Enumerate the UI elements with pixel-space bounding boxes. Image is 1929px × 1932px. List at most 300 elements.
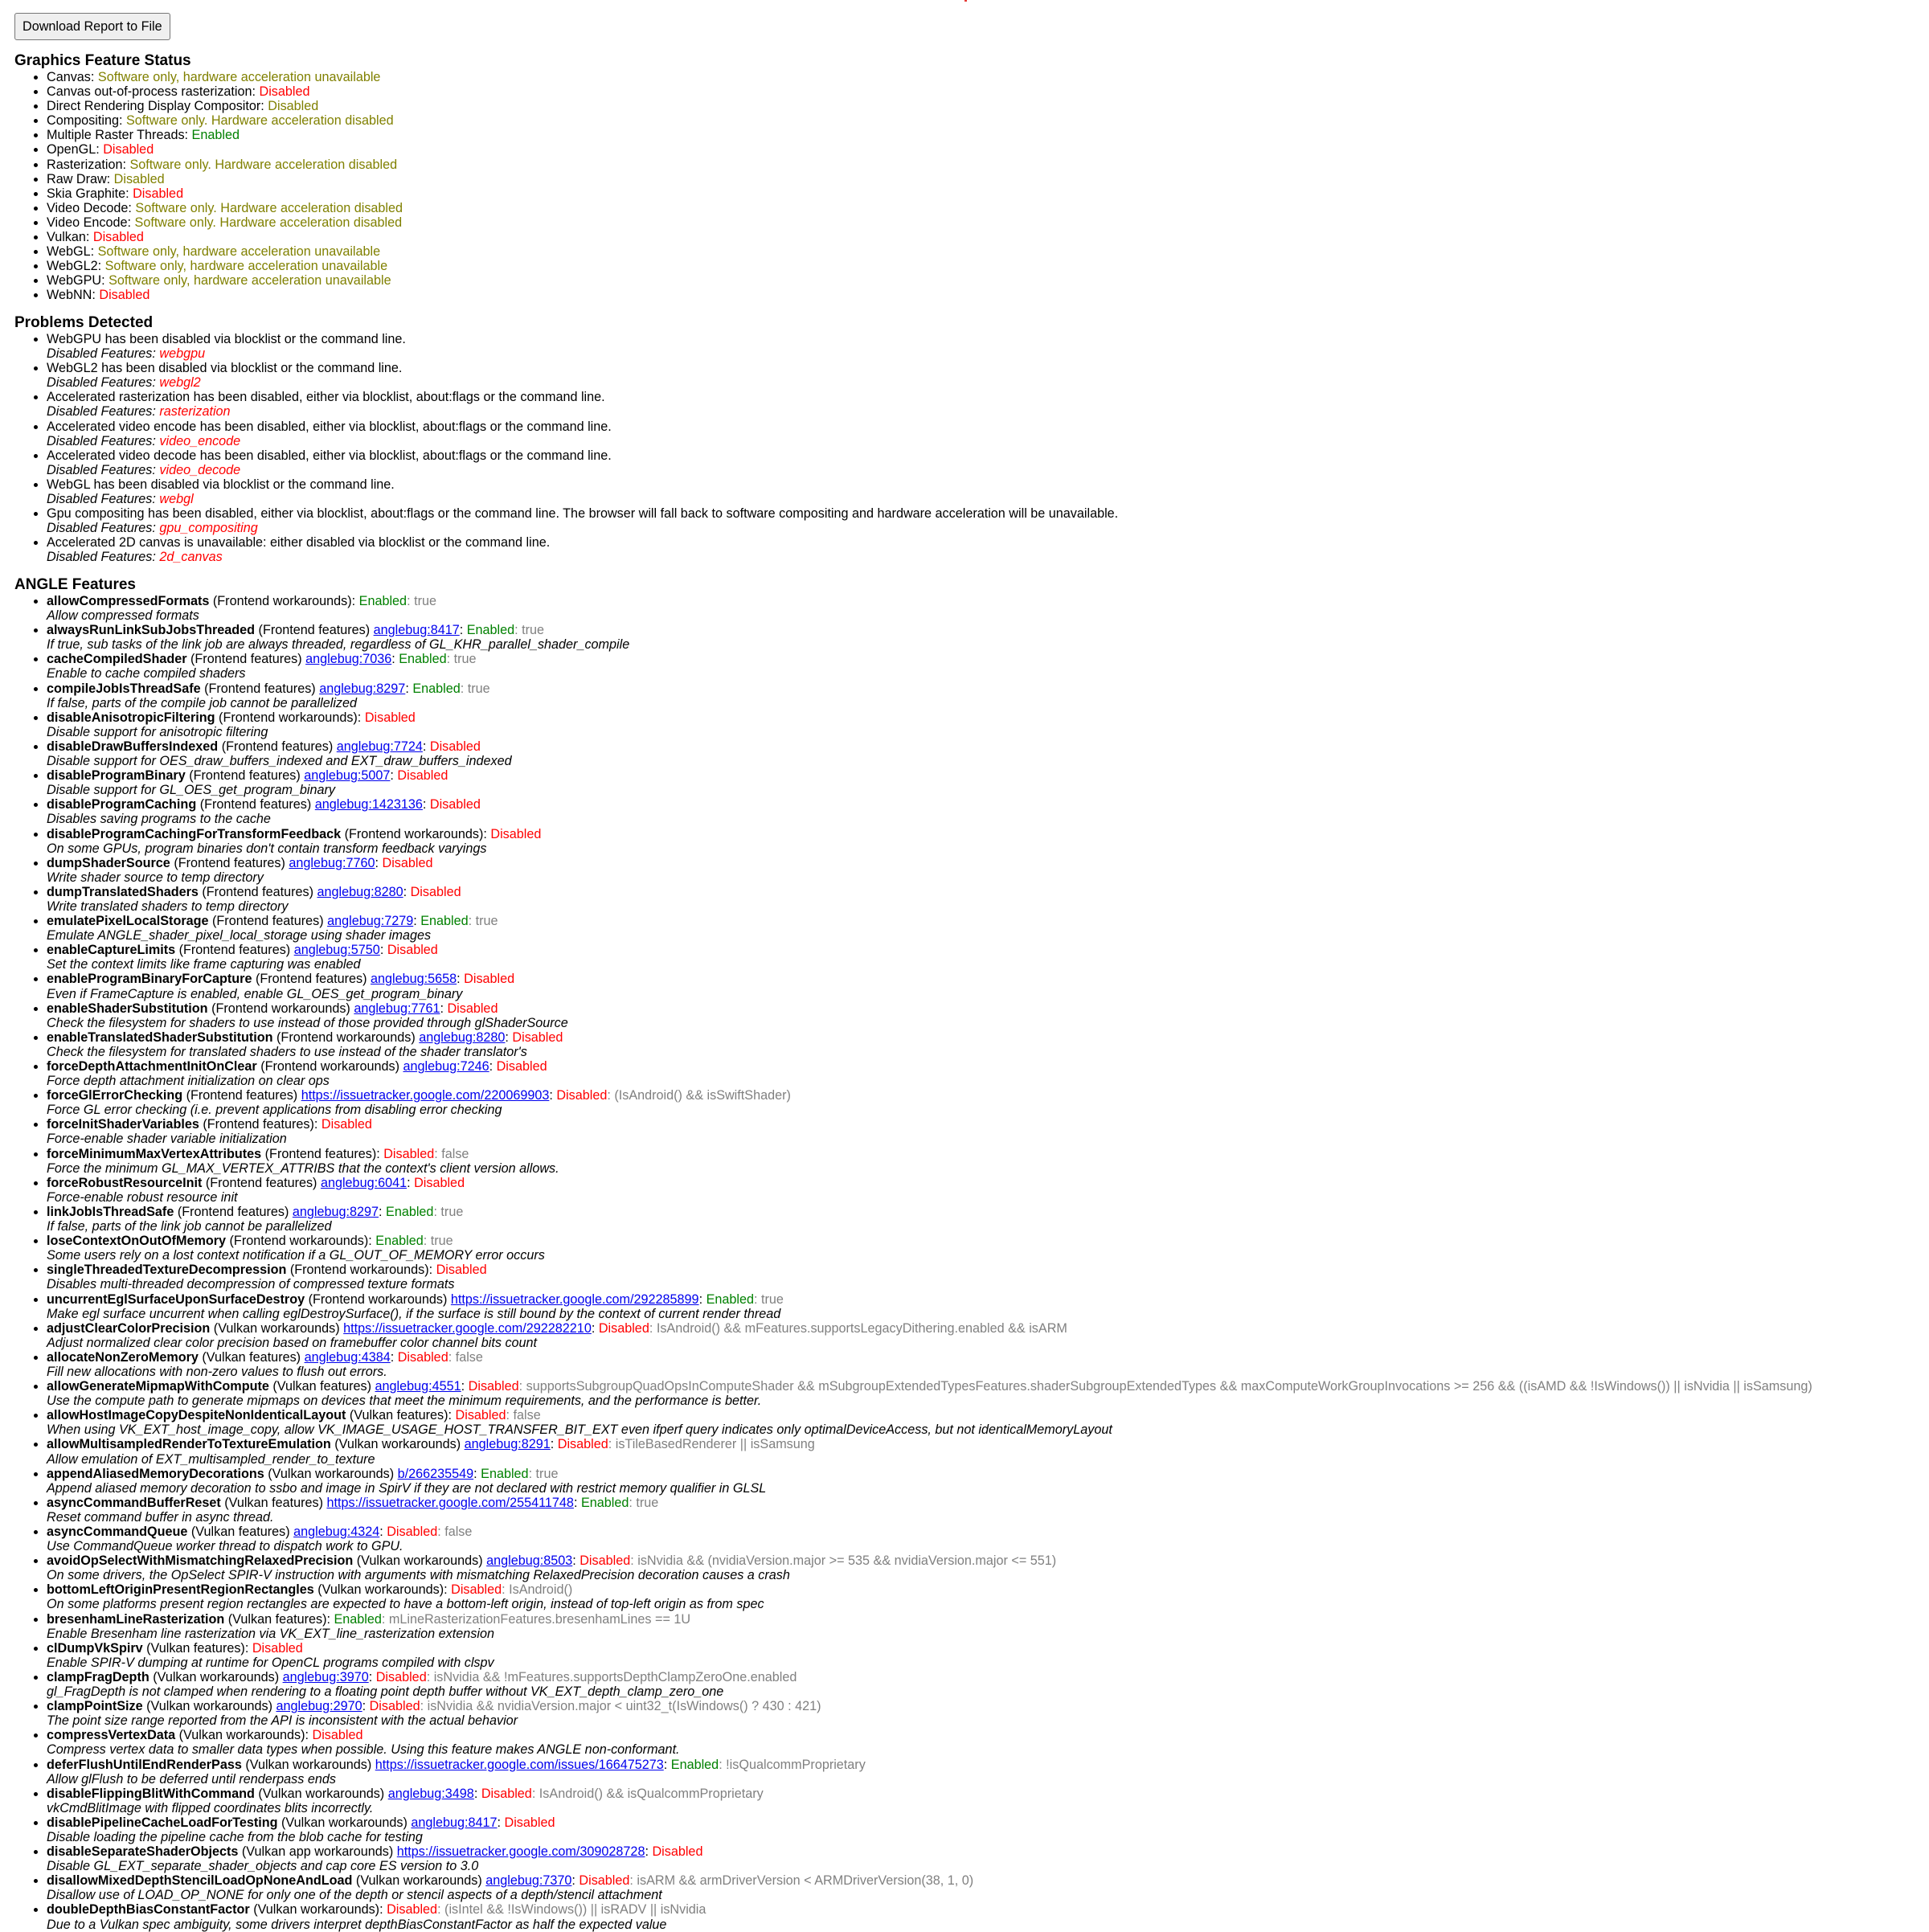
bug-link[interactable]: b/266235549 <box>397 1466 474 1481</box>
separator: : <box>422 739 430 754</box>
disabled-features-label: Disabled Features: <box>47 550 160 565</box>
angle-feature-description: Set the context limits like frame capturing was enabled <box>47 957 361 972</box>
angle-feature-description: Emulate ANGLE_shader_pixel_local_storage using shader images <box>47 928 432 943</box>
angle-feature-description: Disable loading the pipeline cache from the blob cache for testing <box>47 1829 423 1844</box>
angle-feature-state: Enabled <box>706 1291 754 1307</box>
feature-status-item <box>47 128 403 142</box>
angle-feature-state: Enabled <box>412 681 461 696</box>
angle-feature-state: Disabled <box>598 1320 649 1336</box>
angle-feature-category: (Vulkan workarounds) <box>142 1699 276 1714</box>
angle-feature-description: On some platforms present region rectangles are expected to have a bottom-left origin, instead of top-left origin as from spec <box>47 1597 764 1612</box>
angle-feature-name: forceGlErrorChecking <box>47 1088 183 1103</box>
angle-feature-state: Disabled <box>512 1029 563 1045</box>
angle-feature-description: Force-enable shader variable initialization <box>47 1132 287 1147</box>
angle-feature-state: Disabled <box>252 1640 303 1656</box>
feature-status-value: Disabled <box>133 186 184 201</box>
angle-feature-condition: : isTileBasedRenderer || isSamsung <box>608 1437 815 1452</box>
separator: : <box>362 1699 370 1714</box>
angle-feature-condition: : isNvidia && (nvidiaVersion.major >= 535 && nvidiaVersion.major <= 551) <box>630 1553 1057 1569</box>
separator: : <box>375 855 383 870</box>
angle-feature-condition: : false <box>437 1525 473 1539</box>
angle-feature-name: allowCompressedFormats <box>47 594 210 608</box>
angle-feature-item <box>47 827 1812 856</box>
angle-feature-condition: : false <box>448 1349 483 1365</box>
feature-status-value: Disabled <box>92 230 144 245</box>
feature-status-item <box>47 186 403 201</box>
angle-feature-condition: : IsAndroid() && isQualcommProprietary <box>531 1786 764 1801</box>
angle-feature-state: Disabled <box>383 1146 435 1161</box>
angle-feature-item <box>47 682 1812 710</box>
angle-feature-state: Disabled <box>369 1699 420 1714</box>
feature-name: Canvas: <box>47 70 98 84</box>
angle-feature-category: (Vulkan workarounds) <box>264 1466 398 1481</box>
disabled-features-label: Disabled Features: <box>47 433 160 448</box>
angle-feature-description: Force the minimum GL_MAX_VERTEX_ATTRIBS that the context's client version allows. <box>47 1160 559 1176</box>
bug-link[interactable]: anglebug:3970 <box>282 1669 369 1684</box>
angle-feature-item <box>47 1496 1812 1525</box>
feature-status-value: Software only, hardware acceleration unavailable <box>97 244 381 260</box>
bug-link[interactable]: anglebug:7761 <box>354 1001 440 1016</box>
separator: : <box>379 1204 387 1219</box>
bug-link[interactable]: https://issuetracker.google.com/292282210 <box>343 1320 592 1336</box>
angle-feature-item <box>47 1582 1812 1611</box>
bug-link[interactable]: anglebug:4324 <box>293 1525 380 1539</box>
feature-name: WebNN: <box>47 288 100 303</box>
angle-feature-item <box>47 1670 1812 1699</box>
angle-feature-category: (Vulkan features) <box>198 1349 305 1365</box>
angle-feature-name: disableFlippingBlitWithCommand <box>47 1786 255 1801</box>
feature-status-item <box>47 113 403 128</box>
separator: : <box>391 652 399 667</box>
bug-link[interactable]: anglebug:6041 <box>320 1175 408 1190</box>
disabled-features-line <box>47 434 1118 448</box>
disabled-feature-name: 2d_canvas <box>159 550 223 565</box>
angle-feature-category: (Frontend features) <box>218 739 337 754</box>
bug-link[interactable]: anglebug:7279 <box>327 914 414 929</box>
angle-feature-description: On some drivers, the OpSelect SPIR-V instruction with arguments with mismatching RelaxedPrecision decoration causes a crash <box>47 1568 790 1583</box>
feature-status-item <box>47 70 403 84</box>
separator: : <box>549 1088 557 1103</box>
feature-name: OpenGL: <box>47 142 104 158</box>
problem-item <box>47 420 1118 448</box>
separator: : <box>405 681 413 696</box>
feature-status-item <box>47 172 403 186</box>
angle-feature-item <box>47 1205 1812 1234</box>
separator: : <box>571 1873 580 1889</box>
angle-feature-item <box>47 768 1812 797</box>
angle-feature-description: Use the compute path to generate mipmaps on devices that meet the minimum requirements, and the performance is better. <box>47 1394 762 1409</box>
feature-name: Multiple Raster Threads: <box>47 128 192 143</box>
angle-feature-item <box>47 1699 1812 1728</box>
angle-feature-condition: : false <box>434 1146 469 1161</box>
angle-feature-condition: : supportsSubgroupQuadOpsInComputeShader && mSubgroupExtendedTypesFeatures.shaderSubgroupExtendedTypes && maxComputeWorkGroupInvocations >= 256 && ((isAMD && !IsWindows()) || isNvidia || isSamsung) <box>518 1379 1812 1394</box>
angle-feature-category: (Frontend features) <box>208 914 328 929</box>
angle-feature-category: (Frontend features) <box>198 884 317 899</box>
angle-feature-description: Enable Bresenham line rasterization via VK_EXT_line_rasterization extension <box>47 1626 494 1641</box>
angle-feature-state: Disabled <box>464 972 515 987</box>
angle-feature-condition: : true <box>753 1291 784 1307</box>
separator: : <box>403 884 411 899</box>
angle-feature-category: (Frontend features) <box>174 1204 293 1219</box>
angle-feature-condition: : true <box>446 652 477 667</box>
feature-status-item <box>47 288 403 302</box>
angle-feature-category: (Frontend workarounds): <box>226 1234 376 1249</box>
angle-feature-condition: : true <box>528 1466 559 1481</box>
angle-feature-item <box>47 1176 1812 1205</box>
angle-feature-category: (Frontend features) <box>182 1088 301 1103</box>
download-report-button[interactable]: Download Report to File <box>14 13 170 40</box>
disabled-features-line <box>47 521 1118 535</box>
angle-feature-category: (Frontend features) <box>185 768 305 784</box>
angle-feature-state: Disabled <box>580 1553 631 1569</box>
disabled-features-label: Disabled Features: <box>47 375 160 391</box>
feature-status-value: Software only, hardware acceleration unavailable <box>104 259 388 274</box>
feature-status-item <box>47 84 403 99</box>
angle-feature-category: (Vulkan workarounds): <box>313 1582 452 1598</box>
bug-link[interactable]: https://issuetracker.google.com/309028728 <box>396 1844 645 1860</box>
angle-feature-state: Disabled <box>429 797 481 813</box>
angle-feature-item <box>47 1147 1812 1176</box>
angle-feature-category: (Vulkan workarounds) <box>277 1815 412 1830</box>
angle-features-list <box>14 594 1812 1932</box>
disabled-features-label: Disabled Features: <box>47 346 160 362</box>
angle-feature-name: enableTranslatedShaderSubstitution <box>47 1029 273 1045</box>
angle-feature-name: disallowMixedDepthStencilLoadOpNoneAndLoad <box>47 1873 353 1889</box>
separator: : <box>390 768 398 784</box>
bug-link[interactable]: anglebug:5750 <box>293 943 380 958</box>
separator: : <box>422 797 430 813</box>
angle-feature-item <box>47 1553 1812 1582</box>
angle-feature-description: Write shader source to temp directory <box>47 870 264 885</box>
feature-name: Vulkan: <box>47 230 93 245</box>
angle-feature-condition: : true <box>514 623 545 638</box>
angle-feature-category: (Vulkan workarounds): <box>175 1728 313 1743</box>
feature-status-item <box>47 99 403 113</box>
angle-feature-category: (Frontend workarounds) <box>305 1291 451 1307</box>
angle-feature-description: Adjust normalized clear color precision based on framebuffer color channel bits count <box>47 1335 538 1350</box>
feature-status-value: Software only. Hardware acceleration disabled <box>125 113 394 129</box>
angle-feature-name: dumpShaderSource <box>47 855 170 870</box>
angle-feature-state: Disabled <box>556 1088 608 1103</box>
angle-feature-condition: : true <box>629 1495 659 1510</box>
angle-feature-item <box>47 972 1812 1001</box>
angle-feature-description: Check the filesystem for shaders to use instead of those provided through glShaderSource <box>47 1015 568 1030</box>
angle-feature-condition: : true <box>433 1204 464 1219</box>
feature-status-value: Enabled <box>191 128 240 143</box>
bug-link[interactable]: https://issuetracker.google.com/292285899 <box>450 1291 699 1307</box>
disabled-features-line <box>47 404 1118 419</box>
angle-feature-category: (Vulkan workarounds) <box>149 1669 283 1684</box>
angle-feature-description: Disables saving programs to the cache <box>47 812 271 827</box>
angle-feature-condition: : IsAndroid() && mFeatures.supportsLegacyDithering.enabled && isARM <box>649 1320 1067 1336</box>
angle-feature-category: (Frontend features): <box>261 1146 384 1161</box>
feature-name: Video Encode: <box>47 215 135 230</box>
bug-link[interactable]: anglebug:7246 <box>403 1059 489 1074</box>
angle-feature-item <box>47 1844 1812 1873</box>
bug-link[interactable]: anglebug:4384 <box>304 1349 391 1365</box>
problem-item <box>47 361 1118 390</box>
problems-detected-heading: Problems Detected <box>14 314 154 331</box>
feature-status-value: Disabled <box>113 171 165 186</box>
feature-name: Direct Rendering Display Compositor: <box>47 99 268 114</box>
angle-feature-name: disableAnisotropicFiltering <box>47 710 215 725</box>
separator: : <box>572 1553 580 1569</box>
angle-feature-name: disableDrawBuffersIndexed <box>47 739 219 754</box>
angle-feature-item <box>47 1234 1812 1263</box>
angle-feature-item <box>47 1263 1812 1291</box>
angle-feature-item <box>47 1001 1812 1030</box>
bug-link[interactable]: anglebug:8297 <box>319 681 406 696</box>
angle-feature-state: Disabled <box>496 1059 547 1074</box>
disabled-feature-name: rasterization <box>159 404 231 420</box>
bug-link[interactable]: https://issuetracker.google.com/220069903 <box>301 1088 550 1103</box>
angle-feature-state: Disabled <box>321 1117 372 1132</box>
angle-feature-description: The point size range reported from the API is inconsistent with the actual behavior <box>47 1713 518 1729</box>
angle-feature-name: compressVertexData <box>47 1728 176 1743</box>
disabled-feature-name: video_encode <box>159 433 241 448</box>
disabled-features-line <box>47 346 1118 361</box>
disabled-feature-name: webgl <box>159 492 194 507</box>
angle-feature-category: (Vulkan features) <box>268 1379 375 1394</box>
separator: : <box>368 1669 376 1684</box>
angle-feature-category: (Vulkan app workarounds) <box>238 1844 397 1860</box>
angle-feature-item <box>47 1321 1812 1350</box>
angle-feature-category: (Frontend features) <box>175 943 294 958</box>
angle-feature-state: Enabled <box>375 1234 424 1249</box>
angle-feature-item <box>47 1787 1812 1815</box>
angle-feature-name: disableProgramCachingForTransformFeedback <box>47 826 342 841</box>
feature-status-value: Disabled <box>259 84 310 100</box>
bug-link[interactable]: anglebug:8503 <box>486 1553 573 1569</box>
angle-feature-description: Use CommandQueue worker thread to dispatch work to GPU. <box>47 1539 403 1554</box>
angle-feature-name: doubleDepthBiasConstantFactor <box>47 1902 250 1918</box>
angle-feature-item <box>47 1873 1812 1902</box>
angle-feature-description: Fill new allocations with non-zero values to flush out errors. <box>47 1364 387 1379</box>
angle-feature-item <box>47 1758 1812 1787</box>
bug-link[interactable]: anglebug:8280 <box>317 884 403 899</box>
angle-feature-item <box>47 1292 1812 1321</box>
angle-feature-description: If false, parts of the compile job cannot be parallelized <box>47 695 358 710</box>
angle-feature-category: (Vulkan features): <box>224 1611 334 1627</box>
angle-feature-condition: : !isQualcommProprietary <box>719 1757 866 1772</box>
angle-feature-state: Enabled <box>580 1495 629 1510</box>
angle-feature-name: forceInitShaderVariables <box>47 1117 199 1132</box>
problem-description: WebGL has been disabled via blocklist or the command line. <box>47 477 395 492</box>
angle-feature-state: Disabled <box>436 1263 487 1278</box>
angle-feature-state: Disabled <box>451 1582 502 1598</box>
angle-feature-state: Disabled <box>312 1728 363 1743</box>
angle-feature-description: Check the filesystem for translated shaders to use instead of the shader translator's <box>47 1044 527 1059</box>
angle-feature-description: If true, sub tasks of the link job are always threaded, regardless of GL_KHR_parallel_shader_compile <box>47 637 630 653</box>
angle-feature-description: Disable support for anisotropic filtering <box>47 724 268 739</box>
angle-feature-state: Disabled <box>447 1001 498 1016</box>
bug-link[interactable]: anglebug:5007 <box>304 768 391 784</box>
disabled-features-line <box>47 550 1118 564</box>
angle-feature-state: Disabled <box>364 710 416 725</box>
separator: : <box>379 1525 387 1539</box>
angle-feature-category: (Vulkan features): <box>346 1408 456 1423</box>
feature-status-item <box>47 244 403 259</box>
angle-feature-name: clampFragDepth <box>47 1669 149 1684</box>
angle-feature-description: On some GPUs, program binaries don't contain transform feedback varyings <box>47 841 487 856</box>
bug-link[interactable]: anglebug:3498 <box>387 1786 474 1801</box>
angle-feature-item <box>47 1902 1812 1931</box>
angle-feature-category: (Vulkan features) <box>187 1525 294 1539</box>
bug-link[interactable]: anglebug:7370 <box>485 1873 572 1889</box>
angle-feature-state: Enabled <box>399 652 447 667</box>
angle-feature-category: (Vulkan workarounds) <box>210 1320 344 1336</box>
bug-link[interactable]: anglebug:8280 <box>419 1029 506 1045</box>
angle-feature-name: loseContextOnOutOfMemory <box>47 1234 227 1249</box>
angle-feature-condition: : isARM && armDriverVersion < ARMDriverVersion(38, 1, 0) <box>629 1873 974 1889</box>
angle-feature-item <box>47 594 1812 623</box>
problem-item <box>47 448 1118 477</box>
angle-feature-description: Disable support for OES_draw_buffers_indexed and EXT_draw_buffers_indexed <box>47 754 512 769</box>
angle-feature-state: Enabled <box>670 1757 719 1772</box>
bug-link[interactable]: anglebug:2970 <box>276 1699 362 1714</box>
bug-link[interactable]: https://issuetracker.google.com/255411748 <box>326 1495 574 1510</box>
angle-feature-state: Disabled <box>481 1786 532 1801</box>
angle-feature-description: When using VK_EXT_host_image_copy, allow VK_IMAGE_USAGE_HOST_TRANSFER_BIT_EXT even ifperf query indicates only optimalDeviceAccess, but not identicalMemoryLayout <box>47 1422 1112 1438</box>
problem-item <box>47 390 1118 419</box>
bug-link[interactable]: anglebug:5658 <box>371 972 457 987</box>
angle-feature-category: (Frontend features) <box>196 797 315 813</box>
bug-link[interactable]: anglebug:7036 <box>305 652 392 667</box>
angle-feature-condition: : true <box>468 914 498 929</box>
angle-feature-condition: : mLineRasterizationFeatures.bresenhamLines == 1U <box>381 1611 691 1627</box>
angle-feature-category: (Vulkan features): <box>142 1640 252 1656</box>
angle-feature-name: uncurrentEglSurfaceUponSurfaceDestroy <box>47 1291 305 1307</box>
angle-feature-state: Enabled <box>386 1204 434 1219</box>
separator: : <box>663 1757 671 1772</box>
feature-status-value: Software only. Hardware acceleration disabled <box>135 200 403 215</box>
angle-feature-category: (Vulkan workarounds) <box>352 1873 486 1889</box>
angle-feature-description: Reset command buffer in async thread. <box>47 1509 274 1525</box>
separator: : <box>645 1844 653 1860</box>
angle-feature-name: disableSeparateShaderObjects <box>47 1844 239 1860</box>
angle-feature-name: enableCaptureLimits <box>47 943 176 958</box>
feature-name: Rasterization: <box>47 157 130 172</box>
bug-link[interactable]: anglebug:4551 <box>375 1379 461 1394</box>
bug-link[interactable]: anglebug:8417 <box>373 623 460 638</box>
feature-status-value: Software only, hardware acceleration unavailable <box>97 70 381 84</box>
angle-feature-condition: : true <box>423 1234 453 1249</box>
angle-feature-name: singleThreadedTextureDecompression <box>47 1263 287 1278</box>
angle-feature-name: compileJobIsThreadSafe <box>47 681 201 696</box>
angle-feature-name: allocateNonZeroMemory <box>47 1349 199 1365</box>
bug-link[interactable]: anglebug:8291 <box>464 1437 551 1452</box>
angle-feature-name: enableShaderSubstitution <box>47 1001 208 1016</box>
angle-feature-state: Enabled <box>466 623 515 638</box>
separator: : <box>379 943 387 958</box>
problem-description: Accelerated rasterization has been disabled, either via blocklist, about:flags or the command line. <box>47 390 605 405</box>
angle-feature-description: vkCmdBlitImage with flipped coordinates blits incorrectly. <box>47 1800 374 1815</box>
feature-name: Raw Draw: <box>47 171 114 186</box>
angle-feature-item <box>47 1815 1812 1844</box>
angle-feature-category: (Vulkan features) <box>220 1495 327 1510</box>
problem-description: Accelerated video decode has been disabled, either via blocklist, about:flags or the command line. <box>47 448 612 463</box>
angle-feature-category: (Vulkan workarounds): <box>249 1902 387 1918</box>
angle-feature-condition: : true <box>407 594 436 608</box>
angle-feature-description: Compress vertex data to smaller data types when possible. Using this feature makes ANGLE non-conformant. <box>47 1742 680 1758</box>
angle-feature-name: allowGenerateMipmapWithCompute <box>47 1379 269 1394</box>
angle-feature-item <box>47 1437 1812 1466</box>
bug-link[interactable]: anglebug:8417 <box>411 1815 498 1830</box>
angle-feature-name: clampPointSize <box>47 1699 143 1714</box>
angle-feature-category: (Frontend features): <box>199 1117 322 1132</box>
angle-feature-description: Enable SPIR-V dumping at runtime for OpenCL programs compiled with clspv <box>47 1655 494 1670</box>
separator: : <box>461 1379 469 1394</box>
angle-feature-condition: : (IsAndroid() && isSwiftShader) <box>607 1088 791 1103</box>
angle-feature-condition: : isNvidia && nvidiaVersion.major < uint32_t(IsWindows() ? 430 : 421) <box>420 1699 821 1714</box>
separator: : <box>550 1437 558 1452</box>
angle-feature-name: forceRobustResourceInit <box>47 1175 203 1190</box>
angle-feature-state: Disabled <box>397 768 448 784</box>
angle-feature-state: Disabled <box>557 1437 608 1452</box>
angle-feature-name: forceMinimumMaxVertexAttributes <box>47 1146 262 1161</box>
angle-feature-name: alwaysRunLinkSubJobsThreaded <box>47 623 256 638</box>
angle-feature-state: Disabled <box>375 1669 427 1684</box>
angle-feature-description: Write translated shaders to temp directory <box>47 898 289 914</box>
angle-feature-state: Enabled <box>420 914 469 929</box>
bug-link[interactable]: https://issuetracker.google.com/issues/166475273 <box>375 1757 664 1772</box>
separator: : <box>459 623 467 638</box>
bug-link[interactable]: anglebug:7760 <box>289 855 375 870</box>
angle-feature-item <box>47 1525 1812 1553</box>
feature-status-item <box>47 215 403 230</box>
angle-feature-item <box>47 1088 1812 1117</box>
angle-feature-state: Disabled <box>410 884 461 899</box>
angle-feature-description: Some users rely on a lost context notification if a GL_OUT_OF_MEMORY error occurs <box>47 1248 545 1263</box>
angle-feature-item <box>47 1379 1812 1408</box>
feature-name: Compositing: <box>47 113 126 129</box>
angle-feature-item <box>47 1030 1812 1059</box>
disabled-features-label: Disabled Features: <box>47 521 160 536</box>
problem-item <box>47 477 1118 506</box>
disabled-feature-name: video_decode <box>159 462 241 477</box>
angle-feature-description: Append aliased memory decoration to ssbo and image in SpirV if they are not declared with restrict memory qualifier in GLSL <box>47 1480 767 1496</box>
bug-link[interactable]: anglebug:1423136 <box>314 797 423 813</box>
angle-feature-state: Disabled <box>468 1379 519 1394</box>
angle-feature-item <box>47 652 1812 681</box>
angle-feature-condition: : IsAndroid() <box>502 1582 573 1598</box>
feature-name: Video Decode: <box>47 200 136 215</box>
angle-feature-state: Disabled <box>387 1525 438 1539</box>
problem-description: WebGPU has been disabled via blocklist or the command line. <box>47 332 406 346</box>
feature-status-item <box>47 230 403 244</box>
angle-feature-description: Force GL error checking (i.e. prevent applications from disabling error checking <box>47 1103 502 1118</box>
angle-feature-description: Disallow use of LOAD_OP_NONE for only one of the depth or stencil aspects of a depth/stencil attachment <box>47 1888 662 1903</box>
bug-link[interactable]: anglebug:8297 <box>292 1204 379 1219</box>
bug-link[interactable]: anglebug:7724 <box>336 739 423 754</box>
angle-feature-category: (Frontend workarounds) <box>207 1001 354 1016</box>
angle-feature-item <box>47 797 1812 826</box>
feature-name: Canvas out-of-process rasterization: <box>47 84 260 100</box>
separator: : <box>591 1320 599 1336</box>
angle-feature-state: Disabled <box>429 739 481 754</box>
angle-feature-description: Enable to cache compiled shaders <box>47 666 246 682</box>
angle-feature-name: bresenhamLineRasterization <box>47 1611 225 1627</box>
angle-feature-description: Allow glFlush to be deferred until renderpass ends <box>47 1771 336 1787</box>
angle-feature-name: asyncCommandQueue <box>47 1525 188 1539</box>
angle-feature-category: (Frontend features) <box>200 681 320 696</box>
feature-status-item <box>47 142 403 157</box>
problem-item <box>47 332 1118 361</box>
angle-feature-category: (Frontend workarounds): <box>341 826 491 841</box>
graphics-feature-status-list <box>14 70 403 303</box>
angle-feature-name: emulatePixelLocalStorage <box>47 914 209 929</box>
angle-feature-state: Disabled <box>490 826 542 841</box>
